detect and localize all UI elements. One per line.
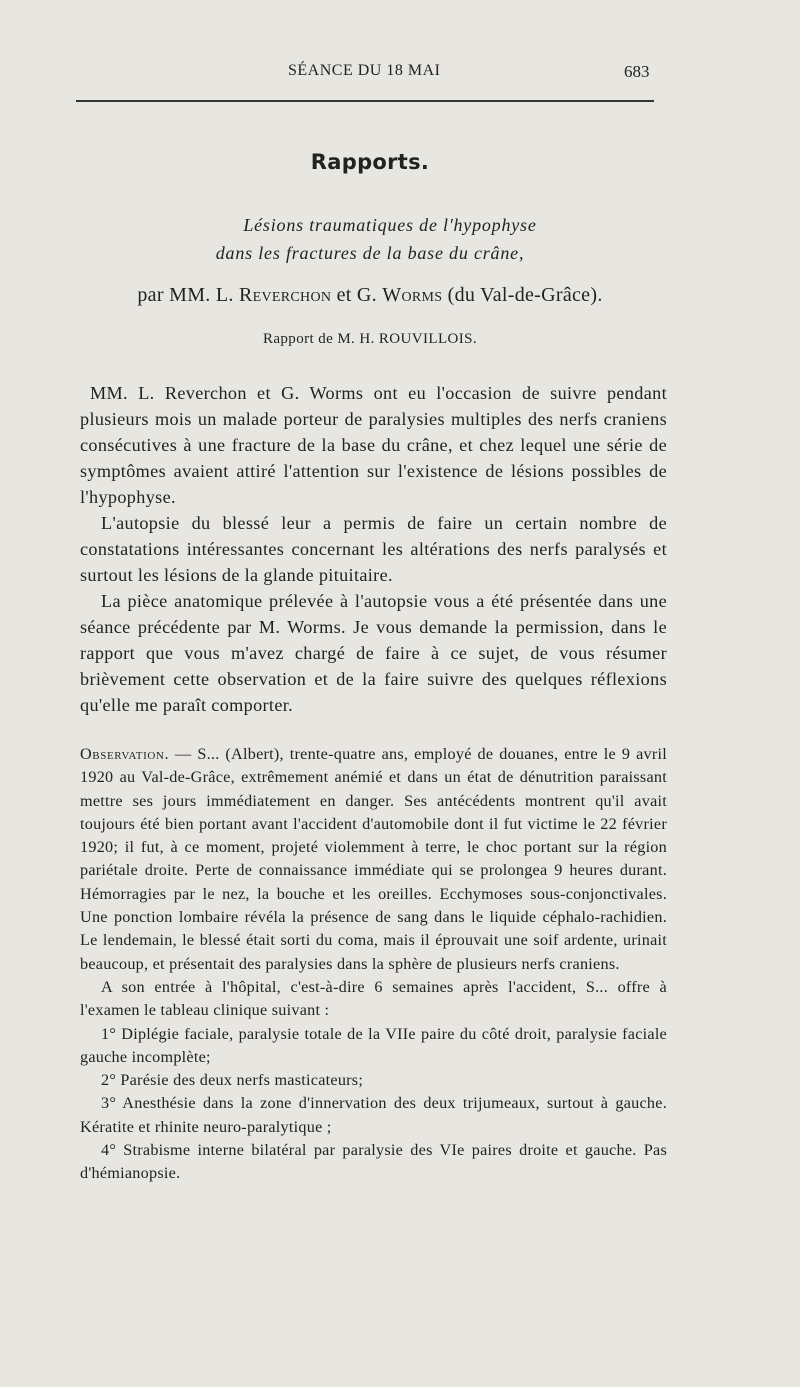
running-title: SÉANCE DU 18 MAI [288,62,441,79]
authors-suffix: (du Val-de-Grâce). [447,284,603,306]
observation-section [80,743,667,1186]
observation-label: Observation. [80,745,170,763]
header-rule [76,100,654,102]
authors-mid: et G. [336,284,377,306]
reporter-line: Rapport de M. H. ROUVILLOIS. [262,331,478,347]
section-title: Rapports. [310,150,430,174]
authors-line [0,284,740,307]
clinical-item-4: 4° Strabisme interne bilatéral par paralysie des VIe paires droite et gauche. Pas d'hémianopsie. [80,1141,667,1183]
body-paragraph-1: MM. L. Reverchon et G. Worms ont eu l'occasion de suivre pendant plusieurs mois un malade porteur de paralysies multiples des nerfs craniens consécutives à une fracture de la base du crâne, et chez lequel une série de symptômes avaient attiré l'attention sur l'existence de lésions possibles de l'hypophyse. [80,383,667,507]
page-number: 683 [624,62,650,81]
article-title-line-2: dans les fractures de la base du crâne, [215,243,525,263]
article-title-line-1: Lésions traumatiques de l'hypophyse [243,215,537,235]
clinical-item-2: 2° Parésie des deux nerfs masticateurs; [101,1071,364,1090]
author-reverchon: Reverchon [239,284,332,306]
author-worms: Worms [382,284,443,306]
observation-text: — S... (Albert), trente-quatre ans, employé de douanes, entre le 9 avril 1920 au Val-de-Grâce, extrêmement anémié et dans un état de dénutrition paraissant mettre ses jours immédiatement en danger. Ses antécédents montrent qu'il avait toujours été bien portant avant l'accident d'automobile dont il fut victime le 22 février 1920; il fut, à ce moment, projeté violemment à terre, le choc portant sur la région pariétale droite. Perte de connaissance immédiate qui se prolongea 9 heures durant. Hémorragies par le nez, la bouche et les oreilles. Ecchymoses sous-conjonctivales. Une ponction lombaire révéla la présence de sang dans le liquide céphalo-rachidien. Le lendemain, le blessé était sorti du coma, mais il éprouvait une soif ardente, urinait beaucoup, et présentait des paralysies dans la sphère de plusieurs nerfs craniens. [80,745,667,973]
report-body [80,380,667,718]
authors-prefix: par MM. L. [137,284,234,306]
body-paragraph-3: La pièce anatomique prélevée à l'autopsie vous a été présentée dans une séance précédente par M. Worms. Je vous demande la permission, dans le rapport que vous m'avez chargé de faire à ce sujet, de vous résumer brièvement cette observation et de la faire suivre des quelques réflexions qu'elle me paraît comporter. [80,591,667,715]
observation-paragraph-1 [80,743,667,976]
clinical-item-1: 1° Diplégie faciale, paralysie totale de la VIIe paire du côté droit, paralysie faciale gauche incomplète; [80,1024,667,1066]
running-header [0,62,800,86]
body-paragraph-2: L'autopsie du blessé leur a permis de faire un certain nombre de constatations intéressantes concernant les altérations des nerfs paralysés et surtout les lésions de la glande pituitaire. [80,513,667,585]
observation-paragraph-2: A son entrée à l'hôpital, c'est-à-dire 6 semaines après l'accident, S... offre à l'examen le tableau clinique suivant : [80,977,667,1020]
clinical-item-3: 3° Anesthésie dans la zone d'innervation des deux trijumeaux, surtout à gauche. Kératite et rhinite neuro-paralytique ; [80,1094,667,1136]
